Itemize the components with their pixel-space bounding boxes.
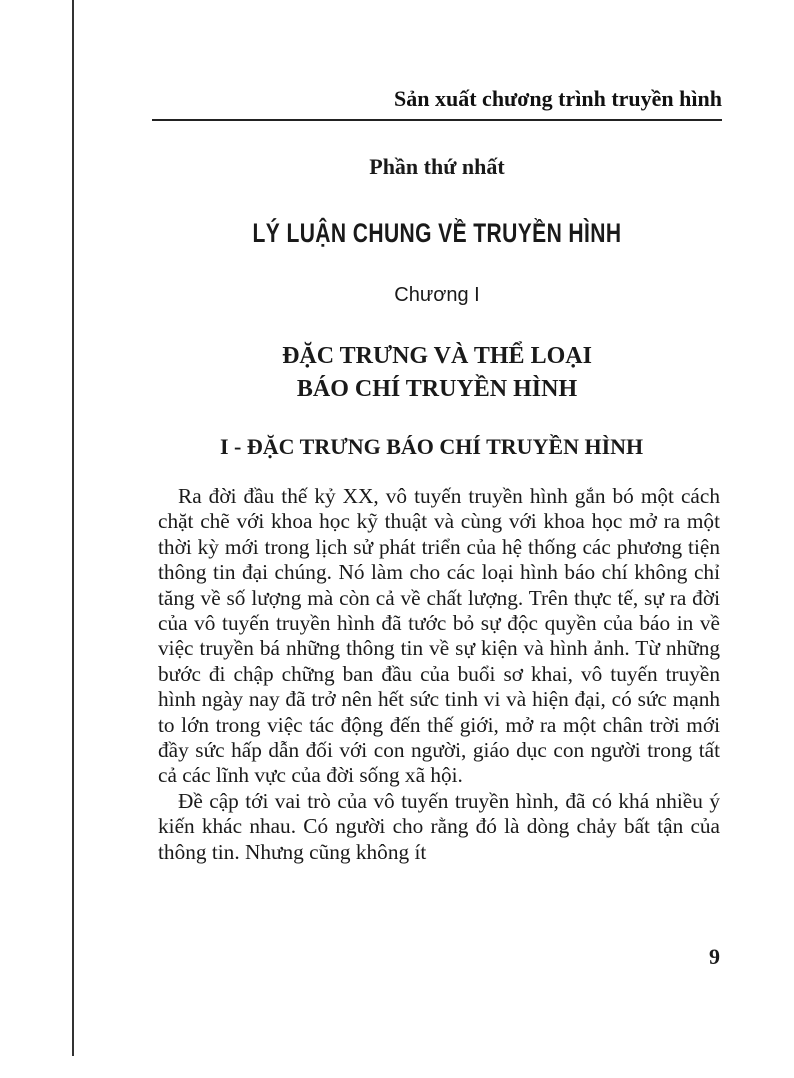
paragraph: Đề cập tới vai trò của vô tuyến truyền hình, đã có khá nhiều ý kiến khác nhau. Có người cho rằng đó là dòng chảy bất tận của thông tin. Nhưng cũng không ít — [158, 788, 720, 864]
chapter-label: Chương I — [394, 284, 480, 306]
paragraph: Ra đời đầu thế kỷ XX, vô tuyến truyền hình gắn bó một cách chặt chẽ với khoa học kỹ thuật và cùng với khoa học mở ra một thời kỳ mới trong lịch sử phát triển của hệ thống các phương tiện thông tin đại chúng. Nó làm cho các loại hình báo chí không chỉ tăng về số lượng mà còn cả về chất lượng. Trên thực tế, sự ra đời của vô tuyến truyền hình đã tước bỏ sự độc quyền của báo in về việc truyền bá những thông tin về sự kiện và hình ảnh. Từ những bước đi chập chững ban đầu của buổi sơ khai, vô tuyến truyền hình ngày nay đã trở nên hết sức tinh vi và hiện đại, có sức mạnh to lớn trong việc tác động đến thế giới, mở ra một chân trời mới đầy sức hấp dẫn đối với con người, giáo dục con người trong tất cả các lĩnh vực của đời sống xã hội. — [158, 484, 720, 788]
page-number: 9 — [709, 944, 720, 969]
section-heading: I - ĐẶC TRƯNG BÁO CHÍ TRUYỀN HÌNH — [220, 434, 644, 459]
header-rule — [152, 119, 722, 121]
body-text — [158, 484, 720, 865]
running-header: Sản xuất chương trình truyền hình — [394, 86, 722, 111]
part-label: Phần thứ nhất — [369, 154, 505, 179]
chapter-title-line-2: BÁO CHÍ TRUYỀN HÌNH — [296, 376, 578, 402]
page-binding-edge — [72, 0, 74, 1056]
chapter-title — [152, 340, 722, 406]
chapter-title-line-1: ĐẶC TRƯNG VÀ THỂ LOẠI — [282, 343, 592, 369]
part-title: LÝ LUẬN CHUNG VỀ TRUYỀN HÌNH — [252, 218, 622, 248]
